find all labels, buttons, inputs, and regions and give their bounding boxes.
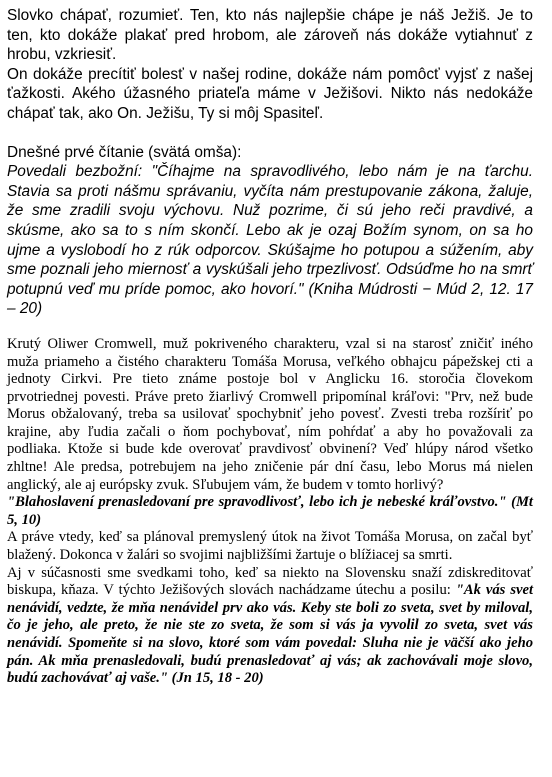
reading-quote: Povedali bezbožní: "Číhajme na spravodlivého, lebo nám je na ťarchu. Stavia sa proti nášmu správaniu, vyčíta nám prestupovanie zákona, žaluje, že sme zradili svoju výchovu. Nuž pozrime, či sú jeho reči pravdivé, a skúsme, ako sa to s ním skončí. Lebo ak je ozaj Božím synom, on sa ho ujme a vyslobodí ho z rúk odporcov. Skúšajme ho potupou a súžením, aby sme poznali jeho miernosť a vyskúšali jeho trpezlivosť. Odsúďme ho na smrť potupnú veď mu príde pomoc, ako hovorí." (Kniha Múdrosti − Múd 2, 12. 17 – 20) (7, 163, 533, 318)
story-section (7, 336, 533, 688)
john-quote: "Ak vás svet nenávidí, vedzte, že mňa nenávidel prv ako vás. Keby ste boli zo sveta, svet by miloval, čo je jeho, ale preto, že nie ste zo sveta, že som si vás ja vyvolil zo sveta, svet vás nenávidí. Spomeňte si na slovo, ktoré som vám povedal: Sluha nie je väčší ako jeho pán. Ak mňa prenasledovali, budú prenasledovať aj vás; ak zachovávali moje slovo, budú zachovávať aj vaše." (Jn 15, 18 - 20) (7, 582, 534, 687)
story-text-3 (7, 565, 533, 688)
reading-heading: Dnešné prvé čítanie (svätá omša): (7, 143, 242, 161)
reading-section (7, 143, 533, 319)
beatitude-quote: "Blahoslavení prenasledovaní pre spravodlivosť, lebo ich je nebeské kráľovstvo." (Mt 5, 10) (7, 494, 533, 528)
intro-paragraph (7, 6, 533, 124)
story-text-3-intro: Aj v súčasnosti sme svedkami toho, keď sa niekto na Slovensku snaží zdiskreditovať biskupa, kňaza. V týchto Ježišových slovách nachádzame útechu a posilu: (7, 564, 533, 599)
story-text-2: A práve vtedy, keď sa plánoval premyslený útok na život Tomáša Morusa, on začal byť blažený. Dokonca v žalári so svojimi najbližšími žartuje o blížiacej sa smrti. (7, 529, 533, 564)
intro-text-1: Slovko chápať, rozumieť. Ten, kto nás najlepšie chápe je náš Ježiš. Je to ten, kto dokáže plakať pred hrobom, ale zároveň nás dokáže vytiahnuť z hrobu, vzkriesiť. (7, 7, 533, 64)
intro-text-2: On dokáže precítiť bolesť v našej rodine, dokáže nám pomôcť vyjsť z našej ťažkosti. Akého úžasného priateľa máme v Ježišovi. Nikto nás nedokáže chápať tak, ako On. Ježišu, Ty si môj Spasiteľ. (7, 65, 533, 122)
story-text-1: Krutý Oliwer Cromwell, muž pokriveného charakteru, vzal si na starosť zničiť iného muža priameho a čistého charakteru Tomáša Morusa, veľkého obhajcu pápežskej cti a jednoty Cirkvi. Pre tieto známe postoje bol v Anglicku 16. storočia človekom prvotriednej povesti. Práve preto žiarlivý Cromwell pripomínal kráľovi: "Prv, než bude Morus obžalovaný, treba sa usilovať spochybniť jeho povesť. Zvesti treba rozšíriť po krajine, aby ľudia začali o ňom pochybovať, ním pohŕdať a aby ho považovali za podliaka. Ktože si bude kde overovať pravdivosť obvinení? Veď hlúpy národ všetko zhltne! Ale predsa, potrebujem na jeho zničenie pár dní času, lebo Morus má nielen anglický, ale aj európsky zvuk. Sľubujem vám, že budem v tomto horlivý? (7, 335, 533, 493)
document-page (7, 6, 533, 688)
